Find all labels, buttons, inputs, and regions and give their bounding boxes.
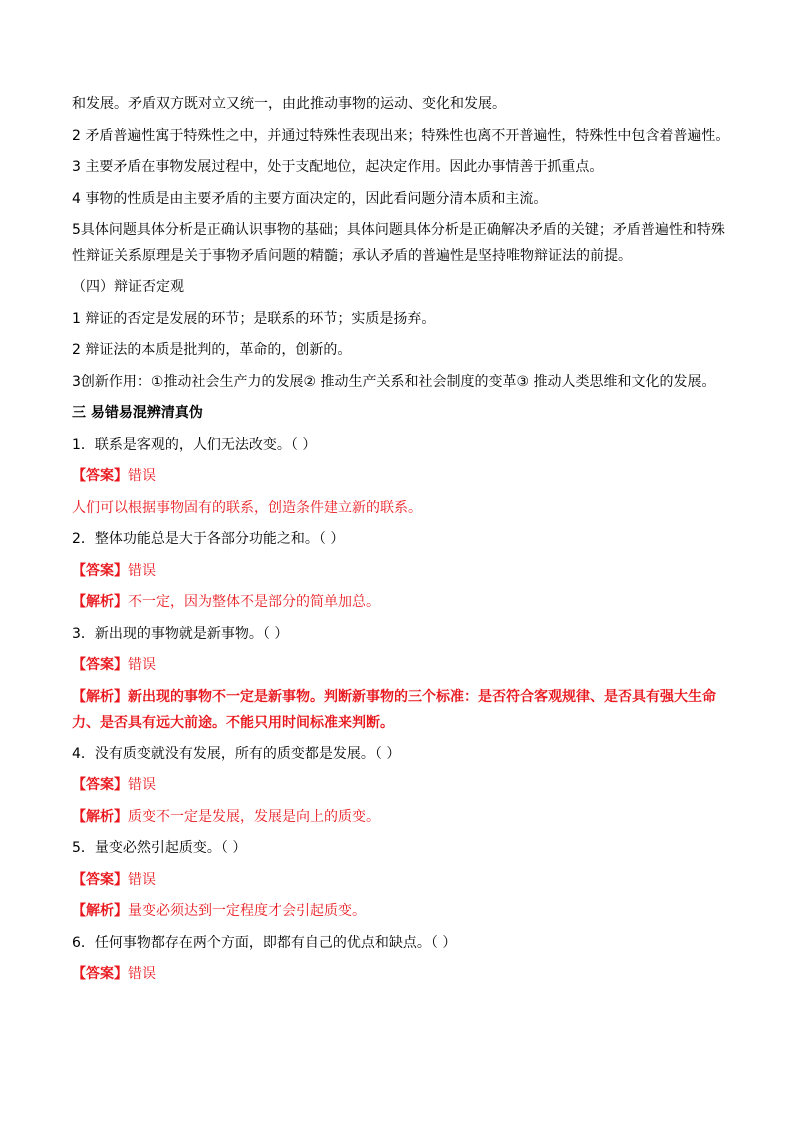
answer-tag: 【答案】 xyxy=(72,468,128,484)
analysis-tag: 【解析】 xyxy=(72,808,128,825)
answer-6 xyxy=(72,966,732,982)
text-line-point-3: 3 主要矛盾在事物发展过程中，处于支配地位，起决定作用。因此办事情善于抓重点。 xyxy=(72,159,604,175)
analysis-3 xyxy=(72,684,732,736)
answer-3 xyxy=(72,657,732,673)
analysis-tag: 【解析】 xyxy=(72,594,128,610)
analysis-tag: 【解析】 xyxy=(72,688,128,705)
analysis-4 xyxy=(72,809,732,825)
question-1: 1．联系是客观的，人们无法改变。（ ） xyxy=(72,436,317,453)
question-3: 3．新出现的事物就是新事物。（ ） xyxy=(72,625,289,642)
section-heading-true-false: 三 易错易混辨清真伪 xyxy=(72,405,203,421)
answer-value: 错误 xyxy=(128,562,156,579)
answer-tag: 【答案】 xyxy=(72,657,128,673)
analysis-text: 新出现的事物不一定是新事物。判断新事物的三个标准：是否符合客观规律、是否具有强大生命力、是否具有远大前途。不能只用时间标准来判断。 xyxy=(72,688,716,731)
question-2: 2．整体功能总是大于各部分功能之和。（ ） xyxy=(72,531,345,547)
section-heading-dialectical-negation: （四）辩证否定观 xyxy=(72,279,184,295)
analysis-text: 量变必须达到一定程度才会引起质变。 xyxy=(128,903,366,919)
answer-tag: 【答案】 xyxy=(72,871,128,888)
answer-2 xyxy=(72,563,732,579)
answer-value: 错误 xyxy=(128,777,156,793)
answer-value: 错误 xyxy=(128,657,156,673)
document-page xyxy=(72,96,732,998)
text-line-point-2: 2 矛盾普遍性寓于特殊性之中，并通过特殊性表现出来；特殊性也离不开普遍性，特殊性中包含着普遍性。 xyxy=(72,127,730,144)
text-paragraph-point-5: 5具体问题具体分析是正确认识事物的基础；具体问题具体分析是正确解决矛盾的关键；矛盾普遍性和特殊性辩证关系原理是关于事物矛盾问题的精髓；承认矛盾的普遍性是坚持唯物辩证法的前提。 xyxy=(72,222,725,264)
answer-4 xyxy=(72,777,732,793)
question-4: 4．没有质变就没有发展，所有的质变都是发展。（ ） xyxy=(72,745,401,762)
question-6: 6．任何事物都存在两个方面，即都有自己的优点和缺点。（ ） xyxy=(72,934,457,951)
text-line-negation-3: 3创新作用：①推动社会生产力的发展② 推动生产关系和社会制度的变革③ 推动人类思维和文化的发展。 xyxy=(72,373,716,390)
analysis-2 xyxy=(72,594,732,610)
answer-1 xyxy=(72,468,732,484)
answer-value: 错误 xyxy=(128,966,156,982)
text-line-point-4: 4 事物的性质是由主要矛盾的主要方面决定的，因此看问题分清本质和主流。 xyxy=(72,190,548,207)
question-5: 5．量变必然引起质变。（ ） xyxy=(72,840,247,856)
answer-value: 错误 xyxy=(128,871,156,888)
text-line-negation-1: 1 辩证的否定是发展的环节；是联系的环节；实质是扬弃。 xyxy=(72,310,436,327)
explanation-1: 人们可以根据事物固有的联系，创造条件建立新的联系。 xyxy=(72,499,422,516)
answer-5 xyxy=(72,872,732,888)
analysis-text: 质变不一定是发展，发展是向上的质变。 xyxy=(128,808,380,825)
answer-tag: 【答案】 xyxy=(72,777,128,793)
analysis-text: 不一定，因为整体不是部分的简单加总。 xyxy=(128,594,380,610)
analysis-tag: 【解析】 xyxy=(72,903,128,919)
analysis-5 xyxy=(72,903,732,919)
text-line-negation-2: 2 辩证法的本质是批判的，革命的，创新的。 xyxy=(72,342,352,358)
answer-tag: 【答案】 xyxy=(72,966,128,982)
answer-value: 错误 xyxy=(128,468,156,484)
text-line-continuation: 和发展。矛盾双方既对立又统一，由此推动事物的运动、变化和发展。 xyxy=(72,96,506,112)
answer-tag: 【答案】 xyxy=(72,562,128,579)
